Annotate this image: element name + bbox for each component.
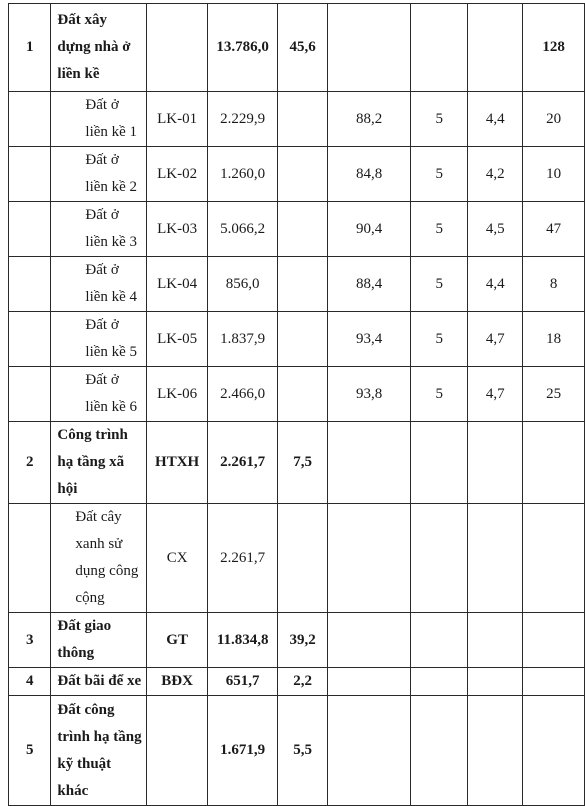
density-value bbox=[327, 504, 410, 613]
row-number: 5 bbox=[9, 696, 51, 806]
land-type-name: Đất ở liền kề 1 bbox=[51, 92, 147, 147]
row-number bbox=[9, 504, 51, 613]
row-number bbox=[9, 312, 51, 367]
floors-value: 5 bbox=[411, 147, 468, 202]
land-type-name: Đất ở liền kề 3 bbox=[51, 202, 147, 257]
floors-value bbox=[411, 504, 468, 613]
density-value bbox=[327, 613, 410, 668]
row-number: 4 bbox=[9, 668, 51, 696]
floors-value bbox=[411, 696, 468, 806]
area-value: 5.066,2 bbox=[207, 202, 277, 257]
land-type-name: Đất xây dựng nhà ở liền kề bbox=[51, 4, 147, 92]
units-value bbox=[523, 504, 585, 613]
land-code: LK-01 bbox=[147, 92, 208, 147]
land-code: LK-03 bbox=[147, 202, 208, 257]
floors-value: 5 bbox=[411, 367, 468, 422]
area-value: 11.834,8 bbox=[207, 613, 277, 668]
height-value: 4,4 bbox=[468, 257, 523, 312]
land-code: LK-06 bbox=[147, 367, 208, 422]
land-code: LK-04 bbox=[147, 257, 208, 312]
ratio-value: 2,2 bbox=[278, 668, 327, 696]
floors-value: 5 bbox=[411, 202, 468, 257]
area-value: 2.261,7 bbox=[207, 422, 277, 504]
density-value bbox=[327, 4, 410, 92]
units-value: 128 bbox=[523, 4, 585, 92]
units-value bbox=[523, 696, 585, 806]
height-value: 4,5 bbox=[468, 202, 523, 257]
land-type-name: Đất cây xanh sử dụng công cộng bbox=[51, 504, 147, 613]
height-value bbox=[468, 422, 523, 504]
units-value: 20 bbox=[523, 92, 585, 147]
density-value: 90,4 bbox=[327, 202, 410, 257]
ratio-value: 7,5 bbox=[278, 422, 327, 504]
floors-value bbox=[411, 422, 468, 504]
area-value: 651,7 bbox=[207, 668, 277, 696]
height-value bbox=[468, 613, 523, 668]
area-value: 1.837,9 bbox=[207, 312, 277, 367]
units-value: 25 bbox=[523, 367, 585, 422]
table-row bbox=[9, 92, 585, 147]
ratio-value: 39,2 bbox=[278, 613, 327, 668]
land-type-name: Đất ở liền kề 6 bbox=[51, 367, 147, 422]
table-row bbox=[9, 696, 585, 806]
height-value: 4,7 bbox=[468, 312, 523, 367]
floors-value: 5 bbox=[411, 312, 468, 367]
floors-value bbox=[411, 4, 468, 92]
units-value: 18 bbox=[523, 312, 585, 367]
units-value bbox=[523, 422, 585, 504]
density-value: 88,2 bbox=[327, 92, 410, 147]
table-row bbox=[9, 4, 585, 92]
table-row bbox=[9, 367, 585, 422]
density-value: 93,4 bbox=[327, 312, 410, 367]
table-row bbox=[9, 668, 585, 696]
table-row bbox=[9, 422, 585, 504]
floors-value bbox=[411, 668, 468, 696]
land-code: GT bbox=[147, 613, 208, 668]
area-value: 2.466,0 bbox=[207, 367, 277, 422]
height-value bbox=[468, 696, 523, 806]
row-number bbox=[9, 367, 51, 422]
density-value: 88,4 bbox=[327, 257, 410, 312]
ratio-value: 45,6 bbox=[278, 4, 327, 92]
area-value: 856,0 bbox=[207, 257, 277, 312]
table-row bbox=[9, 257, 585, 312]
density-value: 84,8 bbox=[327, 147, 410, 202]
area-value: 1.260,0 bbox=[207, 147, 277, 202]
table-row bbox=[9, 504, 585, 613]
row-number bbox=[9, 92, 51, 147]
height-value bbox=[468, 4, 523, 92]
area-value: 2.229,9 bbox=[207, 92, 277, 147]
ratio-value bbox=[278, 367, 327, 422]
height-value: 4,4 bbox=[468, 92, 523, 147]
table-row bbox=[9, 613, 585, 668]
units-value: 10 bbox=[523, 147, 585, 202]
density-value: 93,8 bbox=[327, 367, 410, 422]
row-number bbox=[9, 147, 51, 202]
ratio-value bbox=[278, 202, 327, 257]
area-value: 2.261,7 bbox=[207, 504, 277, 613]
land-use-table-body bbox=[9, 4, 585, 806]
row-number bbox=[9, 202, 51, 257]
table-row bbox=[9, 202, 585, 257]
land-code: HTXH bbox=[147, 422, 208, 504]
height-value: 4,7 bbox=[468, 367, 523, 422]
land-code: LK-02 bbox=[147, 147, 208, 202]
height-value bbox=[468, 668, 523, 696]
height-value bbox=[468, 504, 523, 613]
land-type-name: Đất công trình hạ tầng kỹ thuật khác bbox=[51, 696, 147, 806]
area-value: 13.786,0 bbox=[207, 4, 277, 92]
ratio-value bbox=[278, 257, 327, 312]
land-type-name: Đất ở liền kề 4 bbox=[51, 257, 147, 312]
height-value: 4,2 bbox=[468, 147, 523, 202]
land-code: LK-05 bbox=[147, 312, 208, 367]
land-code: BĐX bbox=[147, 668, 208, 696]
row-number: 3 bbox=[9, 613, 51, 668]
units-value: 8 bbox=[523, 257, 585, 312]
land-use-table bbox=[8, 3, 585, 806]
row-number: 2 bbox=[9, 422, 51, 504]
area-value: 1.671,9 bbox=[207, 696, 277, 806]
floors-value bbox=[411, 613, 468, 668]
units-value bbox=[523, 668, 585, 696]
land-type-name: Đất ở liền kề 2 bbox=[51, 147, 147, 202]
land-code: CX bbox=[147, 504, 208, 613]
land-type-name: Đất giao thông bbox=[51, 613, 147, 668]
table-row bbox=[9, 312, 585, 367]
density-value bbox=[327, 696, 410, 806]
table-row bbox=[9, 147, 585, 202]
floors-value: 5 bbox=[411, 257, 468, 312]
land-code bbox=[147, 4, 208, 92]
ratio-value bbox=[278, 504, 327, 613]
density-value bbox=[327, 422, 410, 504]
units-value bbox=[523, 613, 585, 668]
row-number: 1 bbox=[9, 4, 51, 92]
units-value: 47 bbox=[523, 202, 585, 257]
ratio-value bbox=[278, 312, 327, 367]
ratio-value bbox=[278, 147, 327, 202]
land-type-name: Công trình hạ tầng xã hội bbox=[51, 422, 147, 504]
ratio-value: 5,5 bbox=[278, 696, 327, 806]
density-value bbox=[327, 668, 410, 696]
row-number bbox=[9, 257, 51, 312]
land-type-name: Đất bãi để xe bbox=[51, 668, 147, 696]
land-type-name: Đất ở liền kề 5 bbox=[51, 312, 147, 367]
ratio-value bbox=[278, 92, 327, 147]
floors-value: 5 bbox=[411, 92, 468, 147]
land-code bbox=[147, 696, 208, 806]
